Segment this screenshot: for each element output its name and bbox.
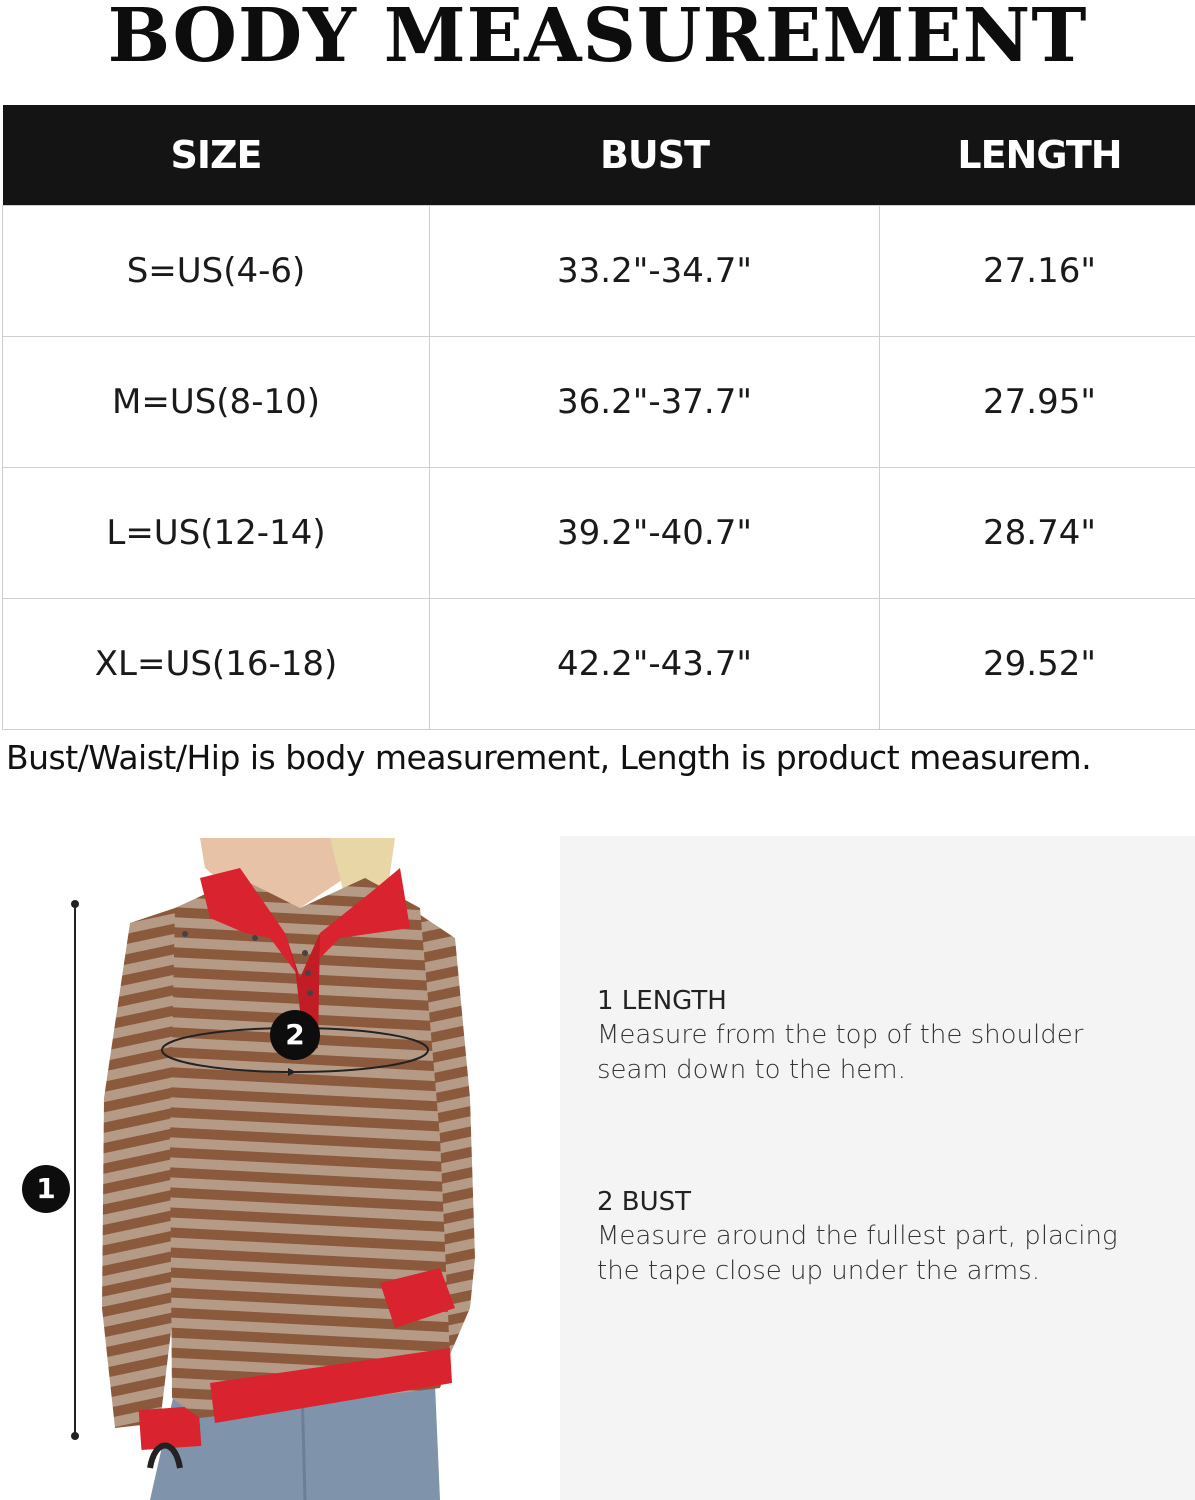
length-column-header: LENGTH (880, 105, 1195, 206)
bust-column-header: BUST (430, 105, 880, 206)
page-title: BODY MEASUREMENT (107, 0, 1088, 79)
length-cell: 27.95" (880, 337, 1195, 468)
bust-instruction-heading: 2 BUST (597, 1187, 692, 1217)
table-row (3, 599, 1195, 730)
bust-instruction-line: the tape close up under the arms. (597, 1256, 1040, 1286)
bust-cell: 42.2"-43.7" (430, 599, 880, 730)
bust-cell: 36.2"-37.7" (430, 337, 880, 468)
length-instruction-line: seam down to the hem. (597, 1055, 906, 1085)
length-instruction-line: Measure from the top of the shoulder (597, 1020, 1084, 1050)
garment-illustration (0, 838, 560, 1500)
table-row (3, 468, 1195, 599)
size-cell: XL=US(16-18) (3, 599, 430, 730)
table-row (3, 337, 1195, 468)
length-instruction (597, 984, 1187, 1088)
length-cell: 27.16" (880, 206, 1195, 337)
bust-marker-badge: 2 (270, 1010, 320, 1060)
left-sleeve (102, 908, 175, 1428)
bust-instruction-line: Measure around the fullest part, placing (597, 1221, 1118, 1251)
length-cell: 29.52" (880, 599, 1195, 730)
bust-cell: 39.2"-40.7" (430, 468, 880, 599)
bust-cell: 33.2"-34.7" (430, 206, 880, 337)
size-cell: S=US(4-6) (3, 206, 430, 337)
length-marker-badge: 1 (22, 1165, 70, 1213)
table-row (3, 206, 1195, 337)
measurement-instructions-panel (560, 836, 1195, 1500)
sweater-figure (0, 838, 560, 1500)
length-cell: 28.74" (880, 468, 1195, 599)
size-column-header: SIZE (3, 105, 430, 206)
size-chart-table (2, 105, 1195, 730)
table-header-row (3, 105, 1195, 206)
size-cell: M=US(8-10) (3, 337, 430, 468)
size-cell: L=US(12-14) (3, 468, 430, 599)
length-instruction-heading: 1 LENGTH (597, 986, 727, 1016)
bust-instruction (597, 1185, 1187, 1289)
measurement-note: Bust/Waist/Hip is body measurement, Length is product measurem. (6, 738, 1092, 777)
